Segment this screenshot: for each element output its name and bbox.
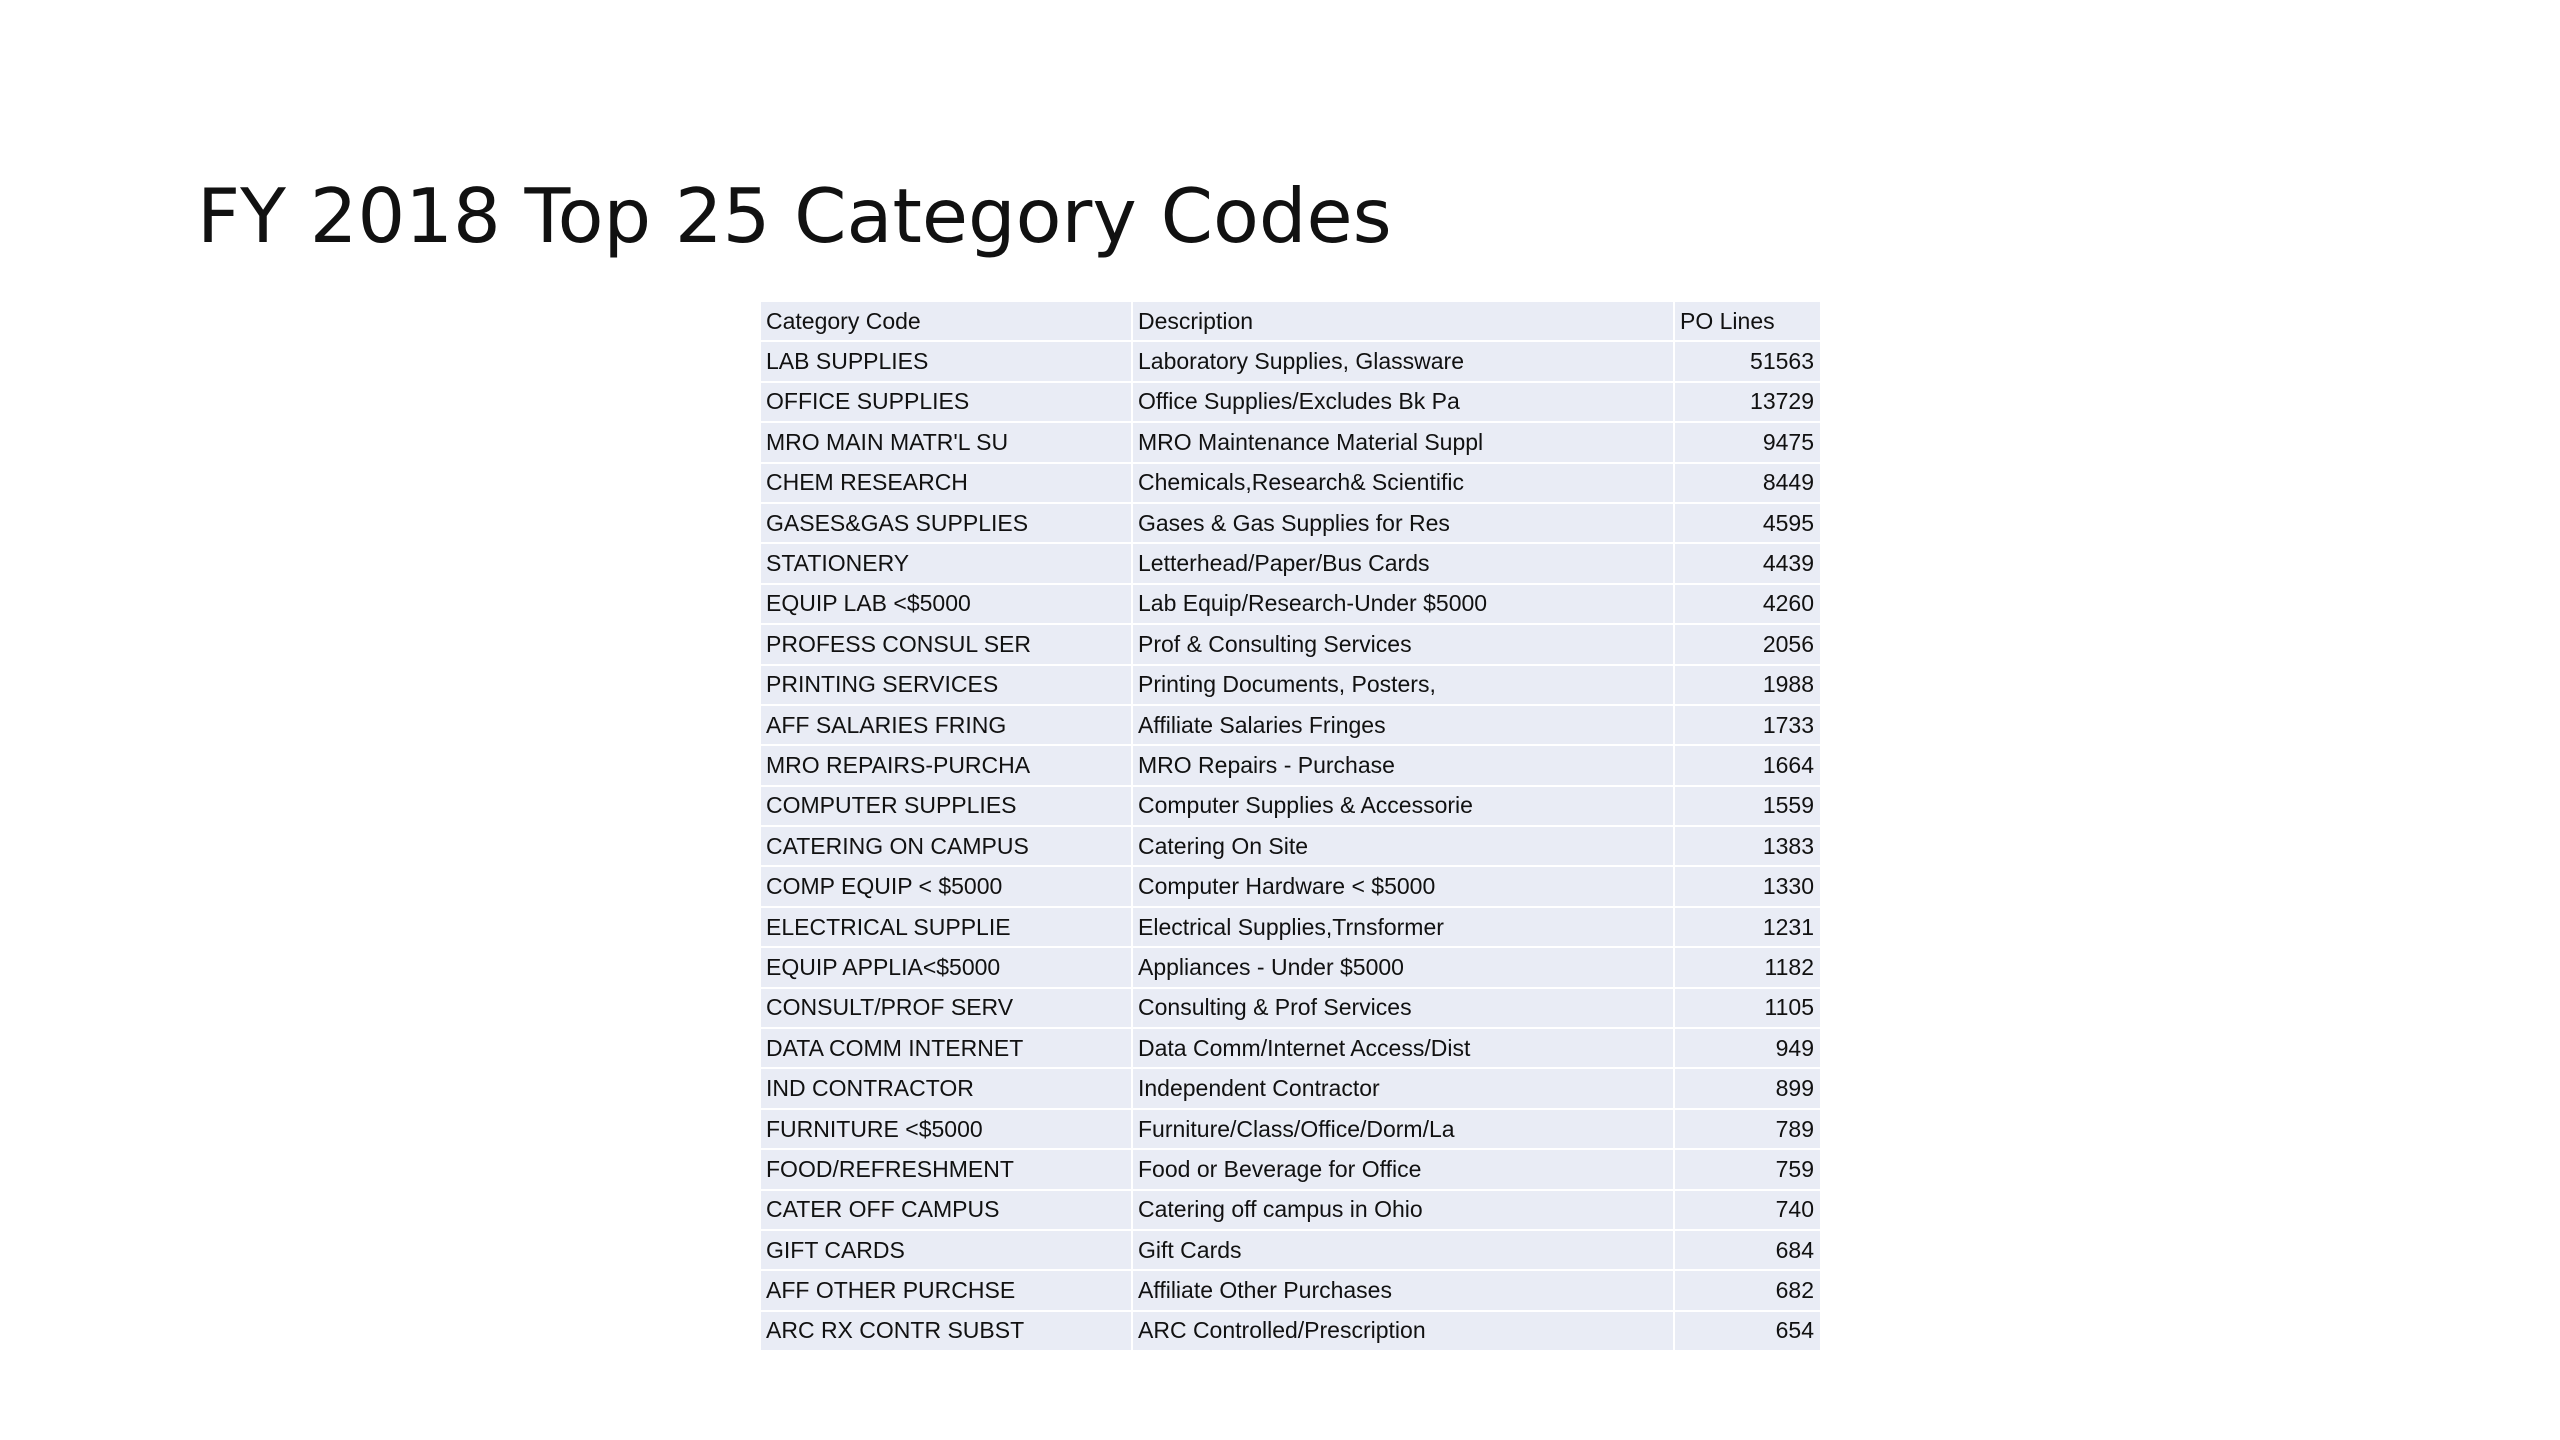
category-code-cell: CONSULT/PROF SERV [761,989,1133,1029]
category-code-cell: GIFT CARDS [761,1231,1133,1271]
po-lines-cell: 682 [1675,1271,1820,1311]
po-lines-cell: 51563 [1675,342,1820,382]
po-lines-cell: 1664 [1675,746,1820,786]
po-lines-cell: 949 [1675,1029,1820,1069]
table-header-row [761,302,1820,342]
description-cell: Prof & Consulting Services [1133,625,1675,665]
category-code-cell: LAB SUPPLIES [761,342,1133,382]
category-code-cell: IND CONTRACTOR [761,1069,1133,1109]
description-cell: Data Comm/Internet Access/Dist [1133,1029,1675,1069]
table-row [761,625,1820,665]
description-cell: Gift Cards [1133,1231,1675,1271]
po-lines-cell: 9475 [1675,423,1820,463]
po-lines-cell: 1105 [1675,989,1820,1029]
category-code-cell: MRO REPAIRS-PURCHA [761,746,1133,786]
description-cell: Affiliate Salaries Fringes [1133,706,1675,746]
category-code-cell: MRO MAIN MATR'L SU [761,423,1133,463]
category-code-cell: EQUIP LAB <$5000 [761,585,1133,625]
description-cell: Catering On Site [1133,827,1675,867]
po-lines-cell: 684 [1675,1231,1820,1271]
po-lines-cell: 899 [1675,1069,1820,1109]
po-lines-cell: 1383 [1675,827,1820,867]
po-lines-cell: 1330 [1675,867,1820,907]
category-code-cell: COMPUTER SUPPLIES [761,787,1133,827]
description-cell: Gases & Gas Supplies for Res [1133,504,1675,544]
description-cell: Lab Equip/Research-Under $5000 [1133,585,1675,625]
description-cell: Office Supplies/Excludes Bk Pa [1133,383,1675,423]
po-lines-cell: 1559 [1675,787,1820,827]
category-code-cell: CATERING ON CAMPUS [761,827,1133,867]
po-lines-cell: 4439 [1675,544,1820,584]
category-code-cell: PRINTING SERVICES [761,666,1133,706]
category-codes-table-container [761,302,1820,1352]
category-code-cell: OFFICE SUPPLIES [761,383,1133,423]
description-cell: Computer Supplies & Accessorie [1133,787,1675,827]
table-row [761,706,1820,746]
table-row [761,827,1820,867]
category-code-cell: PROFESS CONSUL SER [761,625,1133,665]
table-row [761,1312,1820,1352]
po-lines-cell: 4595 [1675,504,1820,544]
table-row [761,1271,1820,1311]
table-row [761,1029,1820,1069]
description-cell: Consulting & Prof Services [1133,989,1675,1029]
table-row [761,423,1820,463]
header-category-code: Category Code [761,302,1133,342]
description-cell: ARC Controlled/Prescription [1133,1312,1675,1352]
table-row [761,989,1820,1029]
description-cell: Independent Contractor [1133,1069,1675,1109]
category-code-cell: FURNITURE <$5000 [761,1110,1133,1150]
slide-title: FY 2018 Top 25 Category Codes [197,172,1392,260]
category-code-cell: FOOD/REFRESHMENT [761,1150,1133,1190]
table-body [761,342,1820,1352]
description-cell: Furniture/Class/Office/Dorm/La [1133,1110,1675,1150]
category-code-cell: AFF OTHER PURCHSE [761,1271,1133,1311]
description-cell: Laboratory Supplies, Glassware [1133,342,1675,382]
table-row [761,1150,1820,1190]
category-code-cell: STATIONERY [761,544,1133,584]
description-cell: Computer Hardware < $5000 [1133,867,1675,907]
category-code-cell: COMP EQUIP < $5000 [761,867,1133,907]
header-description: Description [1133,302,1675,342]
table-row [761,1231,1820,1271]
po-lines-cell: 13729 [1675,383,1820,423]
po-lines-cell: 789 [1675,1110,1820,1150]
category-code-cell: CHEM RESEARCH [761,464,1133,504]
table-row [761,666,1820,706]
po-lines-cell: 2056 [1675,625,1820,665]
po-lines-cell: 1182 [1675,948,1820,988]
table-row [761,544,1820,584]
po-lines-cell: 4260 [1675,585,1820,625]
category-code-cell: GASES&GAS SUPPLIES [761,504,1133,544]
description-cell: Letterhead/Paper/Bus Cards [1133,544,1675,584]
description-cell: Printing Documents, Posters, [1133,666,1675,706]
description-cell: Catering off campus in Ohio [1133,1191,1675,1231]
category-code-cell: CATER OFF CAMPUS [761,1191,1133,1231]
description-cell: MRO Maintenance Material Suppl [1133,423,1675,463]
table-row [761,948,1820,988]
category-code-cell: EQUIP APPLIA<$5000 [761,948,1133,988]
category-code-cell: ARC RX CONTR SUBST [761,1312,1133,1352]
table-row [761,504,1820,544]
po-lines-cell: 1988 [1675,666,1820,706]
table-row [761,383,1820,423]
description-cell: Electrical Supplies,Trnsformer [1133,908,1675,948]
po-lines-cell: 1231 [1675,908,1820,948]
category-code-cell: ELECTRICAL SUPPLIE [761,908,1133,948]
po-lines-cell: 740 [1675,1191,1820,1231]
table-row [761,1191,1820,1231]
table-row [761,342,1820,382]
po-lines-cell: 8449 [1675,464,1820,504]
description-cell: Affiliate Other Purchases [1133,1271,1675,1311]
po-lines-cell: 1733 [1675,706,1820,746]
category-code-cell: DATA COMM INTERNET [761,1029,1133,1069]
table-row [761,787,1820,827]
description-cell: Chemicals,Research& Scientific [1133,464,1675,504]
po-lines-cell: 654 [1675,1312,1820,1352]
table-row [761,464,1820,504]
table-row [761,1110,1820,1150]
table-row [761,585,1820,625]
category-codes-table [761,302,1820,1352]
table-row [761,746,1820,786]
description-cell: MRO Repairs - Purchase [1133,746,1675,786]
table-row [761,867,1820,907]
description-cell: Appliances - Under $5000 [1133,948,1675,988]
po-lines-cell: 759 [1675,1150,1820,1190]
header-po-lines: PO Lines [1675,302,1820,342]
description-cell: Food or Beverage for Office [1133,1150,1675,1190]
table-row [761,1069,1820,1109]
table-row [761,908,1820,948]
category-code-cell: AFF SALARIES FRING [761,706,1133,746]
